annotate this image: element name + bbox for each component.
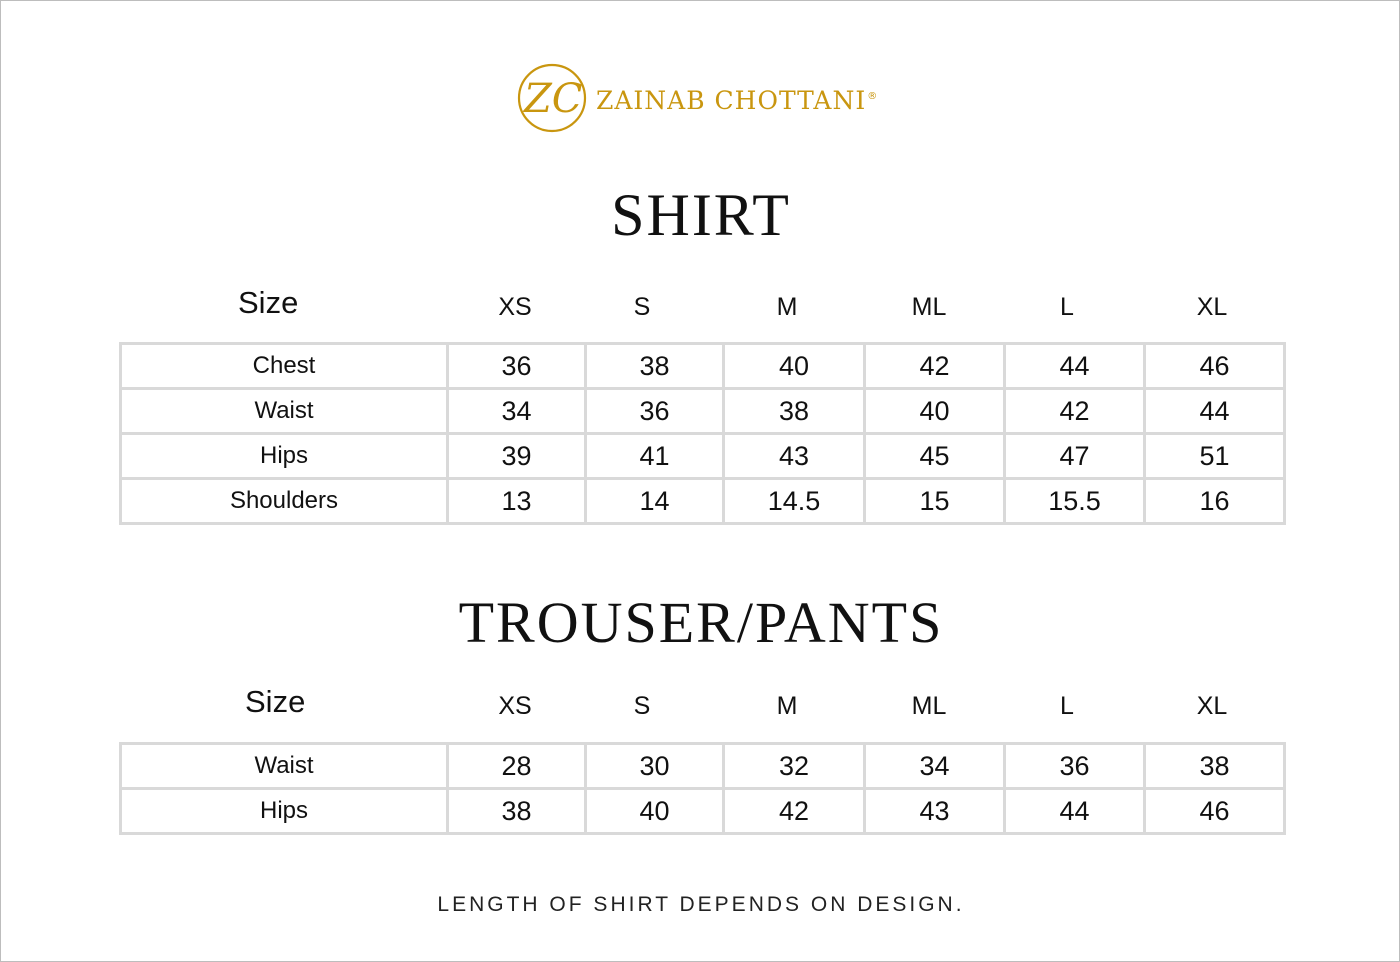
table-cell: 34 — [448, 389, 586, 434]
shirt-size-l: L — [1060, 293, 1074, 321]
shirt-size-xs: XS — [498, 293, 532, 321]
table-cell: 36 — [448, 344, 586, 389]
trouser-size-ml: ML — [911, 692, 947, 720]
table-cell: 36 — [1005, 744, 1145, 789]
shirt-size-xl: XL — [1196, 293, 1228, 321]
table-cell: 13 — [448, 479, 586, 524]
trouser-size-m: M — [776, 692, 798, 720]
table-cell: 34 — [865, 744, 1005, 789]
table-cell: 14 — [586, 479, 724, 524]
row-label-waist: Waist — [121, 744, 448, 789]
shirt-title: SHIRT — [611, 182, 791, 248]
trouser-measurements-table — [119, 742, 1286, 835]
brand-name — [596, 86, 878, 115]
table-cell: 45 — [865, 434, 1005, 479]
table-cell: 42 — [865, 344, 1005, 389]
trouser-size-xl: XL — [1196, 692, 1228, 720]
trouser-size-label: Size — [245, 684, 306, 719]
trouser-title: TROUSER/PANTS — [458, 590, 944, 655]
row-label-waist: Waist — [121, 389, 448, 434]
footer-note: LENGTH OF SHIRT DEPENDS ON DESIGN. — [437, 893, 965, 916]
table-row — [121, 479, 1285, 524]
zc-monogram-icon — [516, 62, 588, 134]
table-cell: 16 — [1145, 479, 1285, 524]
trouser-size-xs: XS — [498, 692, 532, 720]
table-cell: 44 — [1005, 789, 1145, 834]
shirt-size-header — [1, 281, 1400, 325]
registered-mark: ® — [867, 91, 879, 103]
brand-name-text: ZAINAB CHOTTANI — [596, 85, 867, 115]
table-cell: 46 — [1145, 789, 1285, 834]
row-label-chest: Chest — [121, 344, 448, 389]
table-cell: 51 — [1145, 434, 1285, 479]
table-cell: 32 — [724, 744, 865, 789]
table-cell: 39 — [448, 434, 586, 479]
table-cell: 28 — [448, 744, 586, 789]
table-row — [121, 389, 1285, 434]
table-cell: 46 — [1145, 344, 1285, 389]
table-row — [121, 789, 1285, 834]
row-label-shoulders: Shoulders — [121, 479, 448, 524]
trouser-size-header — [1, 680, 1400, 724]
brand-logo — [516, 61, 878, 135]
table-cell: 42 — [724, 789, 865, 834]
shirt-size-ml: ML — [911, 293, 947, 321]
table-cell: 15.5 — [1005, 479, 1145, 524]
shirt-size-s: S — [633, 293, 651, 321]
trouser-size-l: L — [1060, 692, 1074, 720]
table-cell: 14.5 — [724, 479, 865, 524]
row-label-hips: Hips — [121, 789, 448, 834]
table-cell: 47 — [1005, 434, 1145, 479]
table-row — [121, 744, 1285, 789]
table-cell: 38 — [448, 789, 586, 834]
table-row — [121, 344, 1285, 389]
table-cell: 36 — [586, 389, 724, 434]
shirt-size-label: Size — [238, 285, 299, 320]
table-cell: 43 — [865, 789, 1005, 834]
table-row — [121, 434, 1285, 479]
shirt-size-m: M — [776, 293, 798, 321]
row-label-hips: Hips — [121, 434, 448, 479]
table-cell: 40 — [724, 344, 865, 389]
table-cell: 40 — [865, 389, 1005, 434]
table-cell: 42 — [1005, 389, 1145, 434]
trouser-size-s: S — [633, 692, 651, 720]
table-cell: 30 — [586, 744, 724, 789]
table-cell: 15 — [865, 479, 1005, 524]
monogram-letter-z: ZC — [524, 76, 583, 122]
table-cell: 44 — [1145, 389, 1285, 434]
table-cell: 38 — [586, 344, 724, 389]
table-cell: 44 — [1005, 344, 1145, 389]
table-cell: 40 — [586, 789, 724, 834]
table-cell: 43 — [724, 434, 865, 479]
table-cell: 41 — [586, 434, 724, 479]
table-cell: 38 — [1145, 744, 1285, 789]
shirt-measurements-table — [119, 342, 1286, 525]
table-cell: 38 — [724, 389, 865, 434]
